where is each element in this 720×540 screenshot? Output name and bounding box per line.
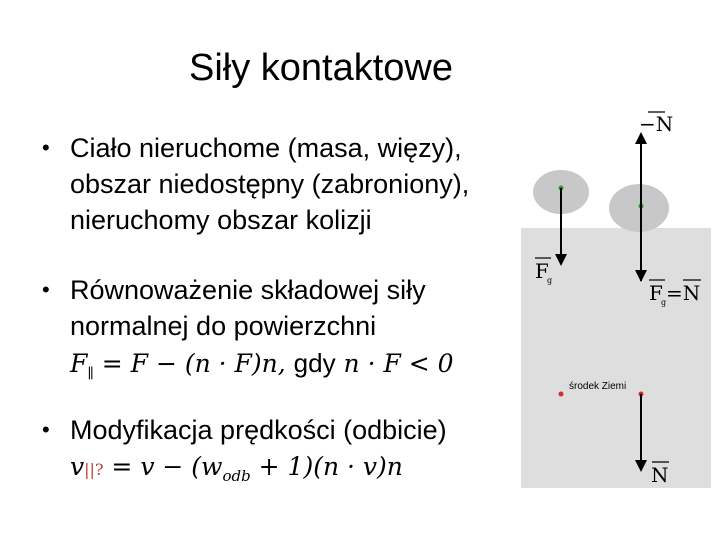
formula-conjunction: gdy	[293, 348, 336, 378]
ball-right	[609, 184, 669, 232]
bullet-line: Modyfikacja prędkości (odbicie)	[70, 415, 447, 445]
bullet-item-2	[38, 272, 454, 393]
contact-force-diagram	[521, 96, 711, 488]
earth-center-dot-left	[559, 392, 564, 397]
bullet-icon: •	[42, 135, 50, 160]
bullet-line: Równoważenie składowej siły	[70, 275, 426, 305]
velocity-coefficient-subscript: odb	[222, 467, 251, 485]
label-eq-n: =N	[666, 281, 701, 305]
label-minus-n: −N	[639, 112, 674, 136]
velocity-formula: v||? = $v - (w_{odb} + 1)(n \cdot v)n$	[70, 452, 403, 485]
bullet-item-1	[38, 130, 469, 238]
label-n-bottom: N	[651, 463, 669, 487]
bullet-item-3	[38, 412, 447, 495]
bullet-line: normalnej do powierzchni	[70, 311, 377, 341]
bullet-line: obszar niedostępny (zabroniony),	[70, 169, 470, 199]
bullet-icon: •	[42, 277, 50, 302]
ground-region	[521, 228, 711, 488]
normal-force-formula: $F_\parallel = F - (n \cdot F)n$, gdy n · F < 0	[70, 348, 454, 382]
bullet-line: Ciało nieruchome (masa, więzy),	[70, 133, 462, 163]
label-fg-eq-sub: g	[661, 298, 667, 307]
label-fg: F	[535, 259, 549, 283]
label-earth-center: środek Ziemi	[569, 381, 627, 392]
label-fg-sub: g	[547, 276, 553, 285]
bullet-icon: •	[42, 417, 50, 442]
label-fg-eq: F	[649, 281, 663, 305]
bullet-line: nieruchomy obszar kolizji	[70, 205, 372, 235]
slide-title: Siły kontaktowe	[188, 47, 453, 89]
velocity-subscript: ||?	[84, 460, 104, 479]
